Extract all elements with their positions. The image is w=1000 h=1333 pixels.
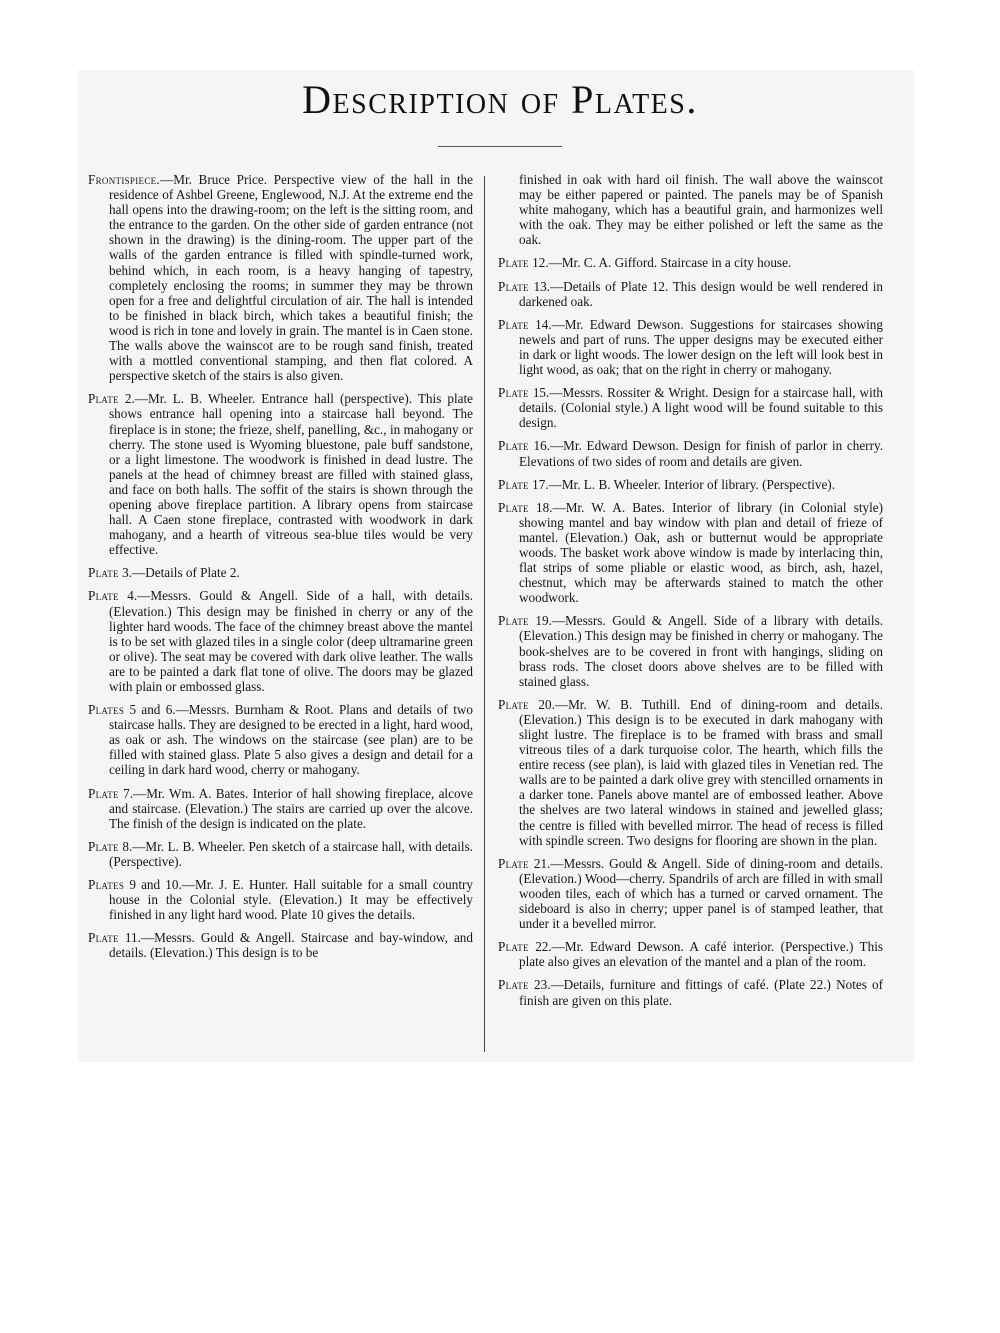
plate-entry <box>88 702 473 777</box>
plate-entry <box>498 697 883 848</box>
entry-lead: Plate <box>88 391 119 407</box>
entry-lead: Plate <box>498 499 529 515</box>
entry-lead: Plate <box>498 278 529 294</box>
entry-text: 15.—Messrs. Rossiter & Wright. Design for a staircase hall, with details. (Colonial style.) A light wood will be found suitable to this design. <box>519 385 883 431</box>
entry-text: 21.—Messrs. Gould & Angell. Side of dining-room and details. (Elevation.) Wood—cherry. Spandrils of arch are filled in with small wooden tiles, each of which has a turned or carved ornament. The sideboard is also in cherry; upper panel is of stamped leather, that under it a bevelled mirror. <box>519 855 883 932</box>
plate-entry <box>498 613 883 688</box>
entry-lead: Plate <box>498 696 529 712</box>
plate-entry <box>88 786 473 831</box>
plate-entry <box>498 438 883 468</box>
plate-entry <box>88 565 473 580</box>
entry-text: 16.—Mr. Edward Dewson. Design for finish of parlor in cherry. Elevations of two sides of room and details are given. <box>519 438 883 469</box>
page-title: Description of Plates. <box>302 77 698 122</box>
left-column <box>88 172 473 969</box>
entry-lead: Plate <box>498 855 529 871</box>
entry-lead: Plate <box>88 838 119 854</box>
entry-lead: Plate <box>88 565 119 581</box>
plate-entry <box>498 279 883 309</box>
entry-text: 19.—Messrs. Gould & Angell. Side of a library with details. (Elevation.) This design may be finished in cherry or mahogany. The book-shelves are to be covered in front with hangings, sliding on brass rods. The closet doors above shelves are to be filled with stained glass. <box>519 613 883 689</box>
entry-lead: Plate <box>498 385 529 401</box>
plate-entry <box>88 839 473 869</box>
plate-entry <box>498 856 883 931</box>
right-column <box>498 172 883 1016</box>
entry-lead: Plate <box>498 613 529 629</box>
entry-text: 13.—Details of Plate 12. This design would be well rendered in darkened oak. <box>519 278 883 309</box>
entry-text: 17.—Mr. L. B. Wheeler. Interior of library. (Perspective). <box>528 476 835 492</box>
entry-text: 3.—Details of Plate 2. <box>118 565 240 581</box>
plate-entry <box>498 977 883 1007</box>
entry-text: 14.—Mr. Edward Dewson. Suggestions for staircases showing newels and part of runs. The upper designs may be executed either in dark or light woods. The lower design on the left will look best in light wood, as oak; that on the right in cherry or mahogany. <box>519 316 883 378</box>
entry-lead: Plate <box>498 255 529 271</box>
plate-entry <box>498 385 883 430</box>
entry-lead: Plates <box>88 877 125 893</box>
entry-text: 5 and 6.—Messrs. Burnham & Root. Plans and details of two staircase halls. They are designed to be erected in a light, hard wood, as oak or ash. The windows on the staircase (see plan) are to be filled with stained glass. Plate 5 also gives a design and detail for a ceiling in dark hard wood, cherry or mahogany. <box>109 702 473 778</box>
plate-entry <box>88 877 473 922</box>
entry-text: 18.—Mr. W. A. Bates. Interior of library (in Colonial style) showing mantel and bay window with plan and detail of frieze of mantel. (Elevation.) Oak, ash or butternut would be appropriate woods. The basket work above window is made by interlacing thin, flat strips of some pliable or elastic wood, as birch, ash, hazel, chestnut, which may be afterwards stained to match the other woodwork. <box>519 499 883 606</box>
plate-entry <box>88 172 473 383</box>
entry-lead: Frontispiece. <box>88 172 161 187</box>
plate-entry <box>498 477 883 492</box>
plate-entry <box>88 588 473 694</box>
entry-lead: Plate <box>498 316 529 332</box>
entry-text: —Mr. Bruce Price. Perspective view of the hall in the residence of Ashbel Greene, Englewood, N.J. At the extreme end the hall opens into the drawing-room; on the left is the sitting room, and the entrance to the garden. On the other side of garden entrance (not shown in the drawing) is the dining-room. The upper part of the walls of the garden entrance is filled with spindle-turned work, behind which, in each room, is a heavy hanging of tapestry, completely enclosing the rooms; in summer they may be thrown open for a free and delightful circulation of air. The hall is intended to be finished in black birch, which takes a beautiful finish; the wood is rich in tone and lovely in grain. The mantel is in Caen stone. The walls above the wainscot are to be rough sand finish, treated with a mottled conventional stamping, and then flat colored. A perspective sketch of the stairs is also given. <box>109 172 473 384</box>
entry-text: 20.—Mr. W. B. Tuthill. End of dining-room and details. (Elevation.) This design is to be executed in dark mahogany with slight lustre. The fireplace is to be framed with brass and small vitreous tiles of a dark turquoise color. The hearth, which fills the entire recess (see plan), is laid with glazed tiles in Venetian red. The walls are to be painted a dark olive grey with stencilled ornaments in a darker tone. Panels above mantel are of embossed leather. Above the shelves are two lateral windows in stained and jewelled glass; the centre is filled with bevelled mirror. The head of recess is filled with spindle screen. Two designs for flooring are shown in the plan. <box>519 696 883 848</box>
entry-text: 11.—Messrs. Gould & Angell. Staircase and bay-window, and details. (Elevation.) This design is to be <box>109 930 473 961</box>
entry-lead: Plate <box>88 785 119 801</box>
title-rule <box>438 146 562 147</box>
entry-lead: Plate <box>88 588 119 604</box>
plate-entry <box>498 317 883 377</box>
entry-text: 9 and 10.—Mr. J. E. Hunter. Hall suitable for a small country house in the Colonial style. (Elevation.) It may be effectively finished in any light hard wood. Plate 10 gives the details. <box>109 877 473 923</box>
plate-entry <box>88 391 473 557</box>
entry-lead: Plate <box>498 977 529 993</box>
plate-entry <box>498 500 883 606</box>
plate-entry-continued <box>498 172 883 247</box>
entry-lead: Plate <box>498 438 529 454</box>
plate-entry <box>498 255 883 270</box>
entry-lead: Plate <box>88 930 119 946</box>
entry-text: 12.—Mr. C. A. Gifford. Staircase in a city house. <box>528 255 792 271</box>
entry-lead: Plates <box>88 702 125 718</box>
entry-text: finished in oak with hard oil finish. The wall above the wainscot may be either papered or painted. The panels may be of Spanish white mahogany, which has a beautiful grain, and harmonizes well with the oak. They may be either polished or left the same as the oak. <box>519 172 883 248</box>
entry-lead: Plate <box>498 476 529 492</box>
entry-text: 22.—Mr. Edward Dewson. A café interior. (Perspective.) This plate also gives an elevation of the mantel and a plan of the room. <box>519 939 883 970</box>
entry-text: 4.—Messrs. Gould & Angell. Side of a hall, with details. (Elevation.) This design may be finished in cherry or any of the lighter hard woods. The face of the chimney breast above the mantel is to be set with glazed tiles in a single color (deep ultramarine green or olive). The seat may be covered with dark olive leather. The walls are to be painted a dark flat tone of olive. The doors may be glazed with plain or embossed glass. <box>109 588 473 694</box>
column-divider <box>484 176 485 1052</box>
plate-entry <box>88 930 473 960</box>
plate-entry <box>498 939 883 969</box>
entry-text: 2.—Mr. L. B. Wheeler. Entrance hall (perspective). This plate shows entrance hall opening into a staircase hall beyond. The fireplace is in stone; the frieze, shelf, panelling, &c., in mahogany or cherry. The stone used is Wyoming bluestone, pale buff sandstone, or a light limestone. The woodwork is finished in dead lustre. The panels at the head of chimney breast are filled with stained glass, and face on both halls. The soffit of the stairs is shown through the opening above fireplace partition. A library opens from staircase hall. A Caen stone fireplace, contrasted with woodwork in dark mahogany, and a hearth of vitreous sea-blue tiles would be very effective. <box>109 391 473 558</box>
entry-text: 7.—Mr. Wm. A. Bates. Interior of hall showing fireplace, alcove and staircase. (Elevation.) The stairs are carried up over the alcove. The finish of the design is indicated on the plate. <box>109 785 473 831</box>
entry-text: 23.—Details, furniture and fittings of café. (Plate 22.) Notes of finish are given on this plate. <box>519 977 883 1008</box>
entry-lead: Plate <box>498 939 529 955</box>
entry-text: 8.—Mr. L. B. Wheeler. Pen sketch of a staircase hall, with details. (Perspective). <box>109 838 473 869</box>
